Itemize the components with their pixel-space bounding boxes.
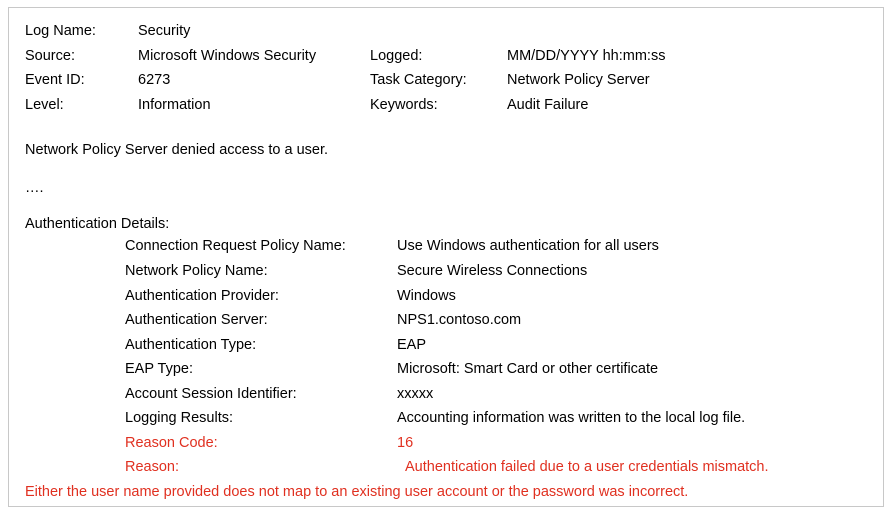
header-value-level: Information: [138, 96, 211, 113]
header-label-empty-1: [370, 22, 507, 42]
authentication-details-grid: [25, 237, 867, 478]
header-value-keywords: Audit Failure: [507, 96, 589, 113]
detail-value-reason-code: 16: [397, 434, 414, 451]
detail-value-authentication-server: NPS1.contoso.com: [397, 312, 522, 329]
header-label-task-category: Task Category:: [370, 72, 467, 89]
header-value-logged: MM/DD/YYYY hh:mm:ss: [507, 47, 666, 64]
detail-value-authentication-type: EAP: [397, 336, 427, 353]
detail-label-reason: Reason:: [125, 459, 180, 476]
spacer-after-ellipsis: [25, 198, 867, 216]
header-label-event-id: Event ID:: [25, 72, 85, 89]
event-summary-text: Network Policy Server denied access to a user.: [25, 142, 329, 159]
detail-label-reason-code: Reason Code:: [125, 434, 218, 451]
detail-value-logging-results: Accounting information was written to the local log file.: [397, 410, 746, 427]
detail-label-authentication-type: Authentication Type:: [125, 336, 257, 353]
header-value-log-name: Security: [138, 23, 191, 39]
event-ellipsis-text: ….: [25, 179, 44, 196]
detail-label-authentication-provider: Authentication Provider:: [125, 287, 279, 304]
detail-value-account-session-identifier: xxxxx: [397, 385, 434, 402]
header-label-keywords: Keywords:: [370, 96, 438, 113]
detail-value-eap-type: Microsoft: Smart Card or other certificate: [397, 361, 659, 378]
detail-value-reason: Authentication failed due to a user credentials mismatch.: [405, 459, 769, 476]
failure-explanation-note: Either the user name provided does not map to an existing user account or the password was incorrect.: [25, 484, 689, 500]
event-header-grid: [25, 22, 867, 115]
detail-value-network-policy-name: Secure Wireless Connections: [397, 262, 588, 279]
header-label-level: Level:: [25, 96, 64, 113]
spacer-after-summary: [25, 161, 867, 179]
header-label-logged: Logged:: [370, 47, 423, 64]
detail-label-logging-results: Logging Results:: [125, 410, 234, 427]
detail-label-connection-request-policy-name: Connection Request Policy Name:: [125, 238, 346, 255]
detail-label-account-session-identifier: Account Session Identifier:: [125, 385, 297, 402]
header-value-event-id: 6273: [138, 72, 171, 89]
detail-label-network-policy-name: Network Policy Name:: [125, 262, 268, 279]
header-value-task-category: Network Policy Server: [507, 72, 650, 89]
detail-value-connection-request-policy-name: Use Windows authentication for all users: [397, 238, 659, 255]
detail-value-authentication-provider: Windows: [397, 287, 456, 304]
authentication-details-title: Authentication Details:: [25, 216, 170, 233]
header-label-log-name: Log Name:: [25, 23, 96, 39]
header-value-source: Microsoft Windows Security: [138, 47, 317, 64]
spacer-after-header: [25, 115, 867, 141]
detail-label-authentication-server: Authentication Server:: [125, 312, 268, 329]
header-value-empty-1: [507, 22, 867, 42]
header-label-source: Source:: [25, 47, 75, 64]
detail-label-eap-type: EAP Type:: [125, 361, 193, 378]
event-log-card: [8, 7, 884, 507]
